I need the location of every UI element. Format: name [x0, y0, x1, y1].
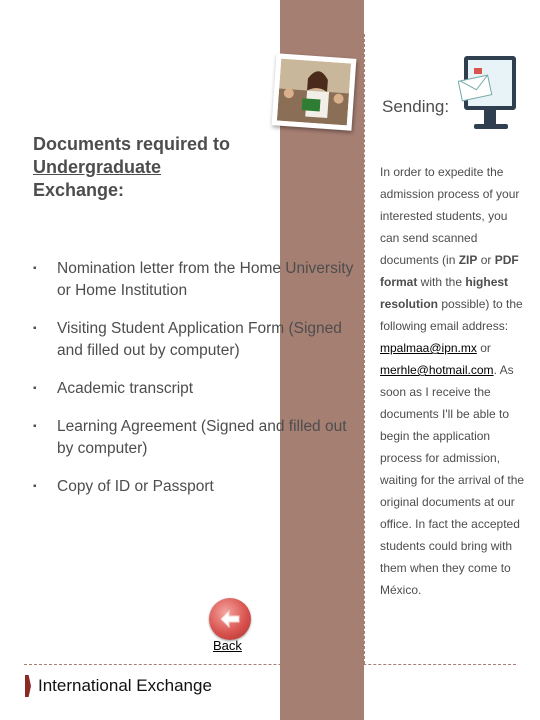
zip-format: ZIP	[458, 253, 478, 267]
list-item-text: Nomination letter from the Home University or Home Institution	[57, 260, 354, 299]
title-line-2: Undergraduate	[33, 157, 162, 177]
vertical-divider	[364, 34, 365, 664]
instructions-text: or	[477, 253, 495, 267]
page-title	[33, 133, 283, 202]
monitor-mail-icon	[458, 52, 518, 136]
instructions-text: possible) to the following email address:	[380, 297, 523, 333]
instructions-text: . As soon as I receive the documents I'll be able to begin the application process for admission, waiting for the arrival of the original documents at our office. In fact the accepted students could bring with them when they come to México.	[380, 363, 525, 597]
requirements-list	[33, 258, 363, 514]
list-item	[33, 378, 363, 400]
bullet-icon: ▪	[33, 421, 37, 432]
email-link-2[interactable]: merhle@hotmail.com	[380, 363, 494, 377]
highest-resolution: highest resolution	[380, 275, 509, 311]
list-item	[33, 476, 363, 498]
list-item	[33, 318, 363, 362]
list-item	[33, 416, 363, 460]
instructions-text: or	[476, 341, 491, 355]
bullet-icon: ▪	[33, 263, 37, 274]
back-button[interactable]	[209, 598, 251, 640]
title-line-1: Documents required to	[33, 134, 231, 154]
bullet-icon: ▪	[33, 481, 37, 492]
instructions-text: In order to expedite the admission process of your interested students, you can send scanned documents (in	[380, 165, 520, 267]
pdf-format: PDF format	[380, 253, 519, 289]
student-photo	[272, 53, 357, 130]
bullet-icon: ▪	[33, 323, 37, 334]
title-line-3: Exchange:	[33, 180, 125, 200]
list-item	[33, 258, 363, 302]
back-link[interactable]: Back	[213, 638, 242, 653]
sending-instructions	[380, 161, 530, 601]
list-item-text: Learning Agreement (Signed and filled out by computer)	[57, 418, 347, 457]
horizontal-divider	[24, 664, 516, 665]
footer-title: International Exchange	[38, 676, 212, 695]
bullet-icon: ▪	[33, 383, 37, 394]
instructions-text: with the	[417, 275, 466, 289]
footer-marker-icon	[25, 675, 31, 697]
list-item-text: Visiting Student Application Form (Signed and filled out by computer)	[57, 320, 342, 359]
list-item-text: Academic transcript	[57, 380, 194, 397]
arrow-left-icon	[218, 607, 242, 631]
list-item-text: Copy of ID or Passport	[57, 478, 214, 495]
sending-title: Sending:	[382, 97, 450, 116]
email-link-1[interactable]: mpalmaa@ipn.mx	[380, 341, 477, 355]
